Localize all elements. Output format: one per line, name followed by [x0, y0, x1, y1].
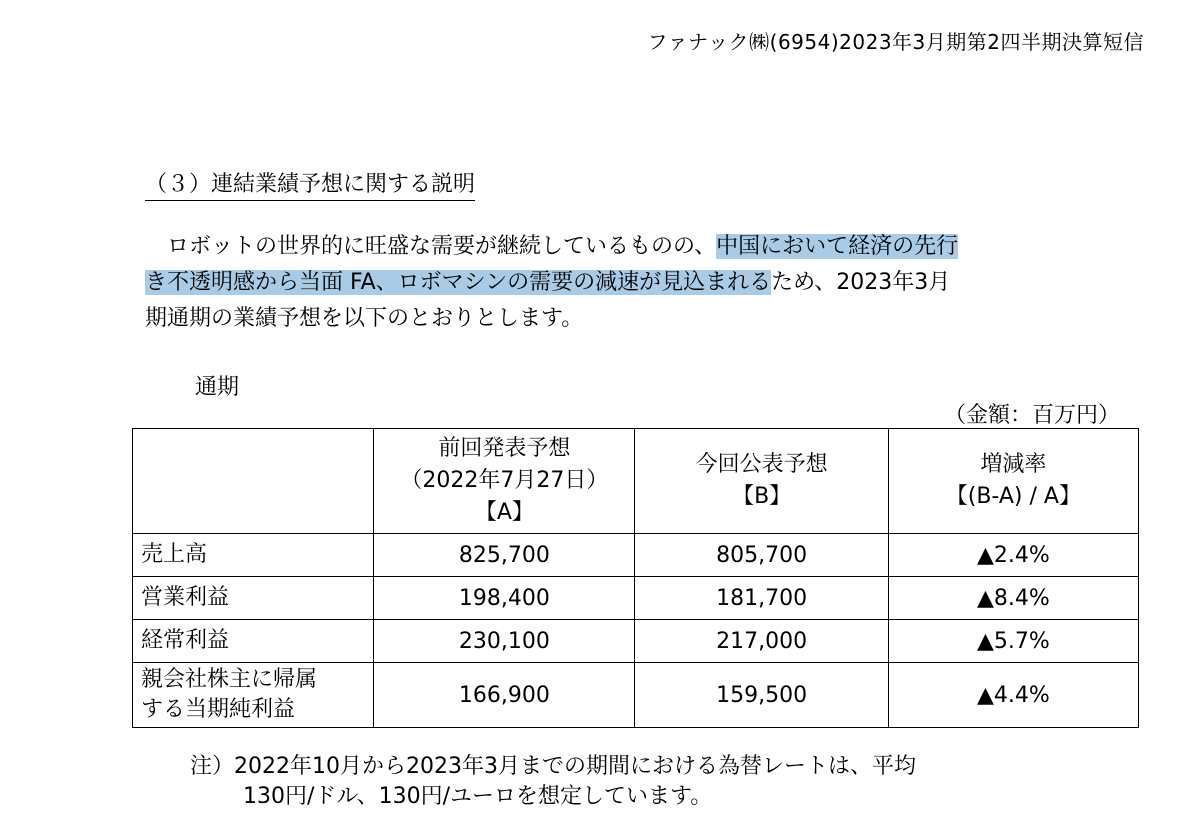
explanation-paragraph — [145, 229, 1115, 337]
paragraph-text: ロボットの世界的に旺盛な需要が継続しているものの、 — [145, 234, 717, 259]
highlighted-text: き不透明感から当面 FA、ロボマシンの需要の減速が見込まれる — [145, 270, 772, 295]
header-change-rate: 増減率 【(B-A) / A】 — [888, 429, 1138, 534]
paragraph-line-2 — [145, 265, 1115, 301]
row-label: 営業利益 — [133, 577, 374, 620]
header-current-forecast: 今回公表予想 【B】 — [635, 429, 888, 534]
footnote-line-2: 130円/ドル、130円/ユーロを想定しています。 — [243, 784, 713, 809]
header-empty-cell — [133, 429, 374, 534]
previous-forecast-value: 166,900 — [374, 663, 635, 728]
row-label: 親会社株主に帰属 する当期純利益 — [133, 663, 374, 728]
current-forecast-value: 181,700 — [635, 577, 888, 620]
forecast-table — [132, 428, 1139, 728]
table-row — [133, 577, 1139, 620]
table-row — [133, 620, 1139, 663]
previous-forecast-value: 230,100 — [374, 620, 635, 663]
table-header-row — [133, 429, 1139, 534]
change-rate-value: ▲5.7% — [888, 620, 1138, 663]
paragraph-text: ため、2023年3月 — [771, 270, 951, 295]
section-title: （３）連結業績予想に関する説明 — [145, 171, 475, 201]
previous-forecast-value: 198,400 — [374, 577, 635, 620]
current-forecast-value: 217,000 — [635, 620, 888, 663]
paragraph-line-3: 期通期の業績予想を以下のとおりとします。 — [145, 306, 584, 331]
footnote-line-1: 注）2022年10月から2023年3月までの期間における為替レートは、平均 — [190, 754, 916, 779]
change-rate-value: ▲4.4% — [888, 663, 1138, 728]
paragraph-line-1 — [145, 229, 1115, 265]
change-rate-value: ▲2.4% — [888, 534, 1138, 577]
table-row — [133, 663, 1139, 728]
unit-label: （金額：百万円） — [943, 403, 1120, 428]
current-forecast-value: 159,500 — [635, 663, 888, 728]
document-header-title: ファナック㈱(6954)2023年3月期第2四半期決算短信 — [647, 30, 1144, 54]
row-label: 売上高 — [133, 534, 374, 577]
footnote — [190, 752, 916, 812]
change-rate-value: ▲8.4% — [888, 577, 1138, 620]
previous-forecast-value: 825,700 — [374, 534, 635, 577]
header-previous-forecast: 前回発表予想 （2022年7月27日） 【A】 — [374, 429, 635, 534]
current-forecast-value: 805,700 — [635, 534, 888, 577]
highlighted-text: 中国において経済の先行 — [716, 234, 959, 259]
row-label: 経常利益 — [133, 620, 374, 663]
table-row — [133, 534, 1139, 577]
period-label: 通期 — [195, 375, 240, 400]
